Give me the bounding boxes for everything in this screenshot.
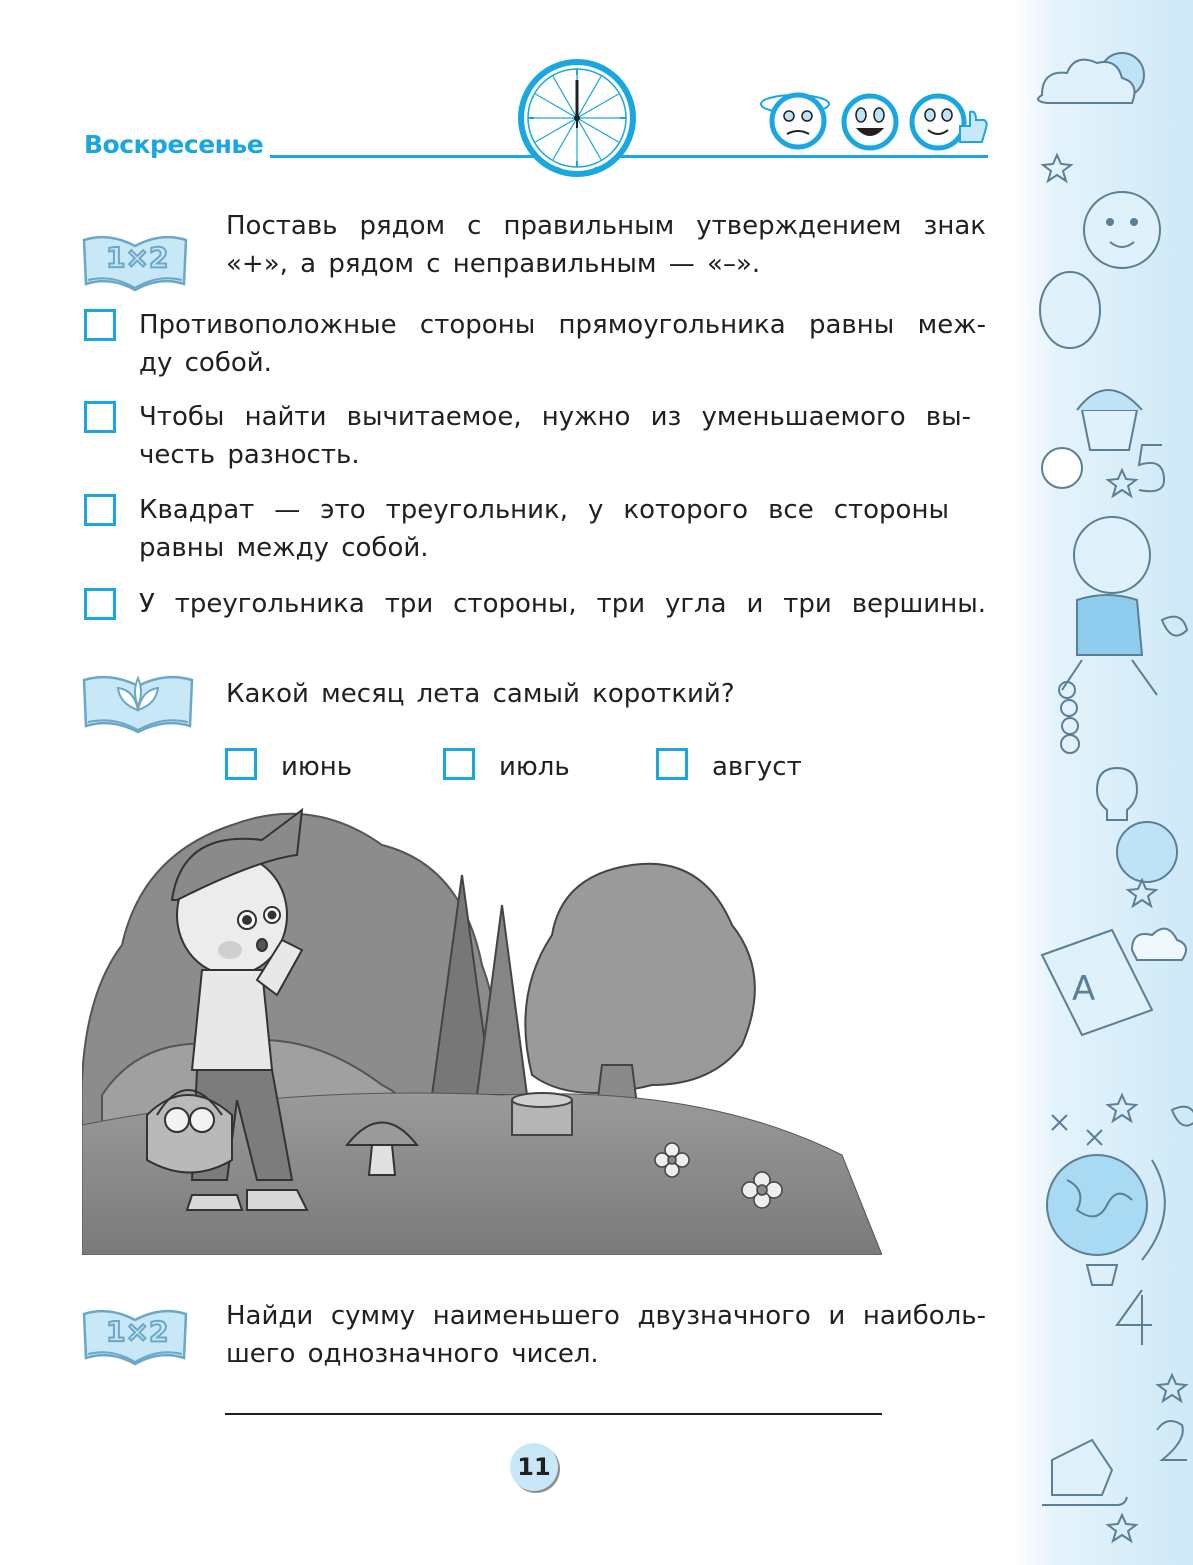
task3-line2: шего однозначного чисел. bbox=[226, 1339, 599, 1369]
decorative-side-strip bbox=[1012, 0, 1193, 1565]
day-title: Воскресенье bbox=[84, 130, 264, 159]
statement-2-checkbox[interactable] bbox=[84, 401, 116, 433]
statement-3-checkbox[interactable] bbox=[84, 494, 116, 526]
statement-3-line1: Квадрат — это треугольник, у которого все стороны bbox=[139, 495, 949, 525]
svg-text:1×2: 1×2 bbox=[106, 241, 169, 274]
task1-instruction bbox=[226, 207, 986, 283]
task1-instruction-line2: «+», а рядом с неправильным — «–». bbox=[226, 249, 761, 279]
statement-1-line1: Противоположные стороны прямоугольника равны меж- bbox=[139, 310, 986, 340]
clock-icon bbox=[517, 58, 637, 182]
statement-1-line2: ду собой. bbox=[139, 348, 272, 378]
doodles-illustration bbox=[1012, 0, 1193, 1565]
task1-instruction-line1: Поставь рядом с правильным утверждением знак bbox=[226, 211, 986, 241]
happy-face-icon bbox=[844, 96, 896, 148]
thumbs-up-face-icon bbox=[912, 96, 987, 148]
statement-1-text bbox=[139, 306, 986, 382]
option-july-label: июль bbox=[499, 752, 570, 782]
option-july-checkbox[interactable] bbox=[443, 748, 475, 780]
statement-1-checkbox[interactable] bbox=[84, 309, 116, 341]
statement-2-line2: честь разность. bbox=[139, 440, 360, 470]
mood-faces bbox=[760, 86, 990, 156]
svg-text:A: A bbox=[1072, 969, 1096, 1009]
page-number: 11 bbox=[510, 1443, 558, 1491]
statement-4-line1: У треугольника три стороны, три угла и три вершины. bbox=[139, 589, 986, 619]
svg-text:1×2: 1×2 bbox=[106, 1315, 169, 1348]
option-august-label: август bbox=[712, 752, 802, 782]
option-august-checkbox[interactable] bbox=[656, 748, 688, 780]
multiplication-book-icon bbox=[80, 1296, 190, 1368]
statement-2-line1: Чтобы найти вычитаемое, нужно из уменьшаемого вы- bbox=[139, 402, 971, 432]
option-june-checkbox[interactable] bbox=[225, 748, 257, 780]
boy-in-forest-illustration bbox=[82, 795, 882, 1255]
statement-2-text bbox=[139, 398, 971, 474]
task3-line1: Найди сумму наименьшего двузначного и наиболь- bbox=[226, 1301, 986, 1331]
answer-line[interactable] bbox=[225, 1413, 882, 1415]
statement-3-line2: равны между собой. bbox=[139, 533, 429, 563]
multiplication-book-icon bbox=[80, 222, 190, 294]
option-june-label: июнь bbox=[281, 752, 353, 782]
dizzy-face-icon bbox=[761, 95, 829, 147]
statement-3-text bbox=[139, 491, 949, 567]
task3-text bbox=[226, 1297, 986, 1373]
leaf-book-icon bbox=[80, 660, 196, 736]
task2-question: Какой месяц лета самый короткий? bbox=[226, 679, 735, 709]
statement-4-text bbox=[139, 585, 986, 623]
statement-4-checkbox[interactable] bbox=[84, 588, 116, 620]
